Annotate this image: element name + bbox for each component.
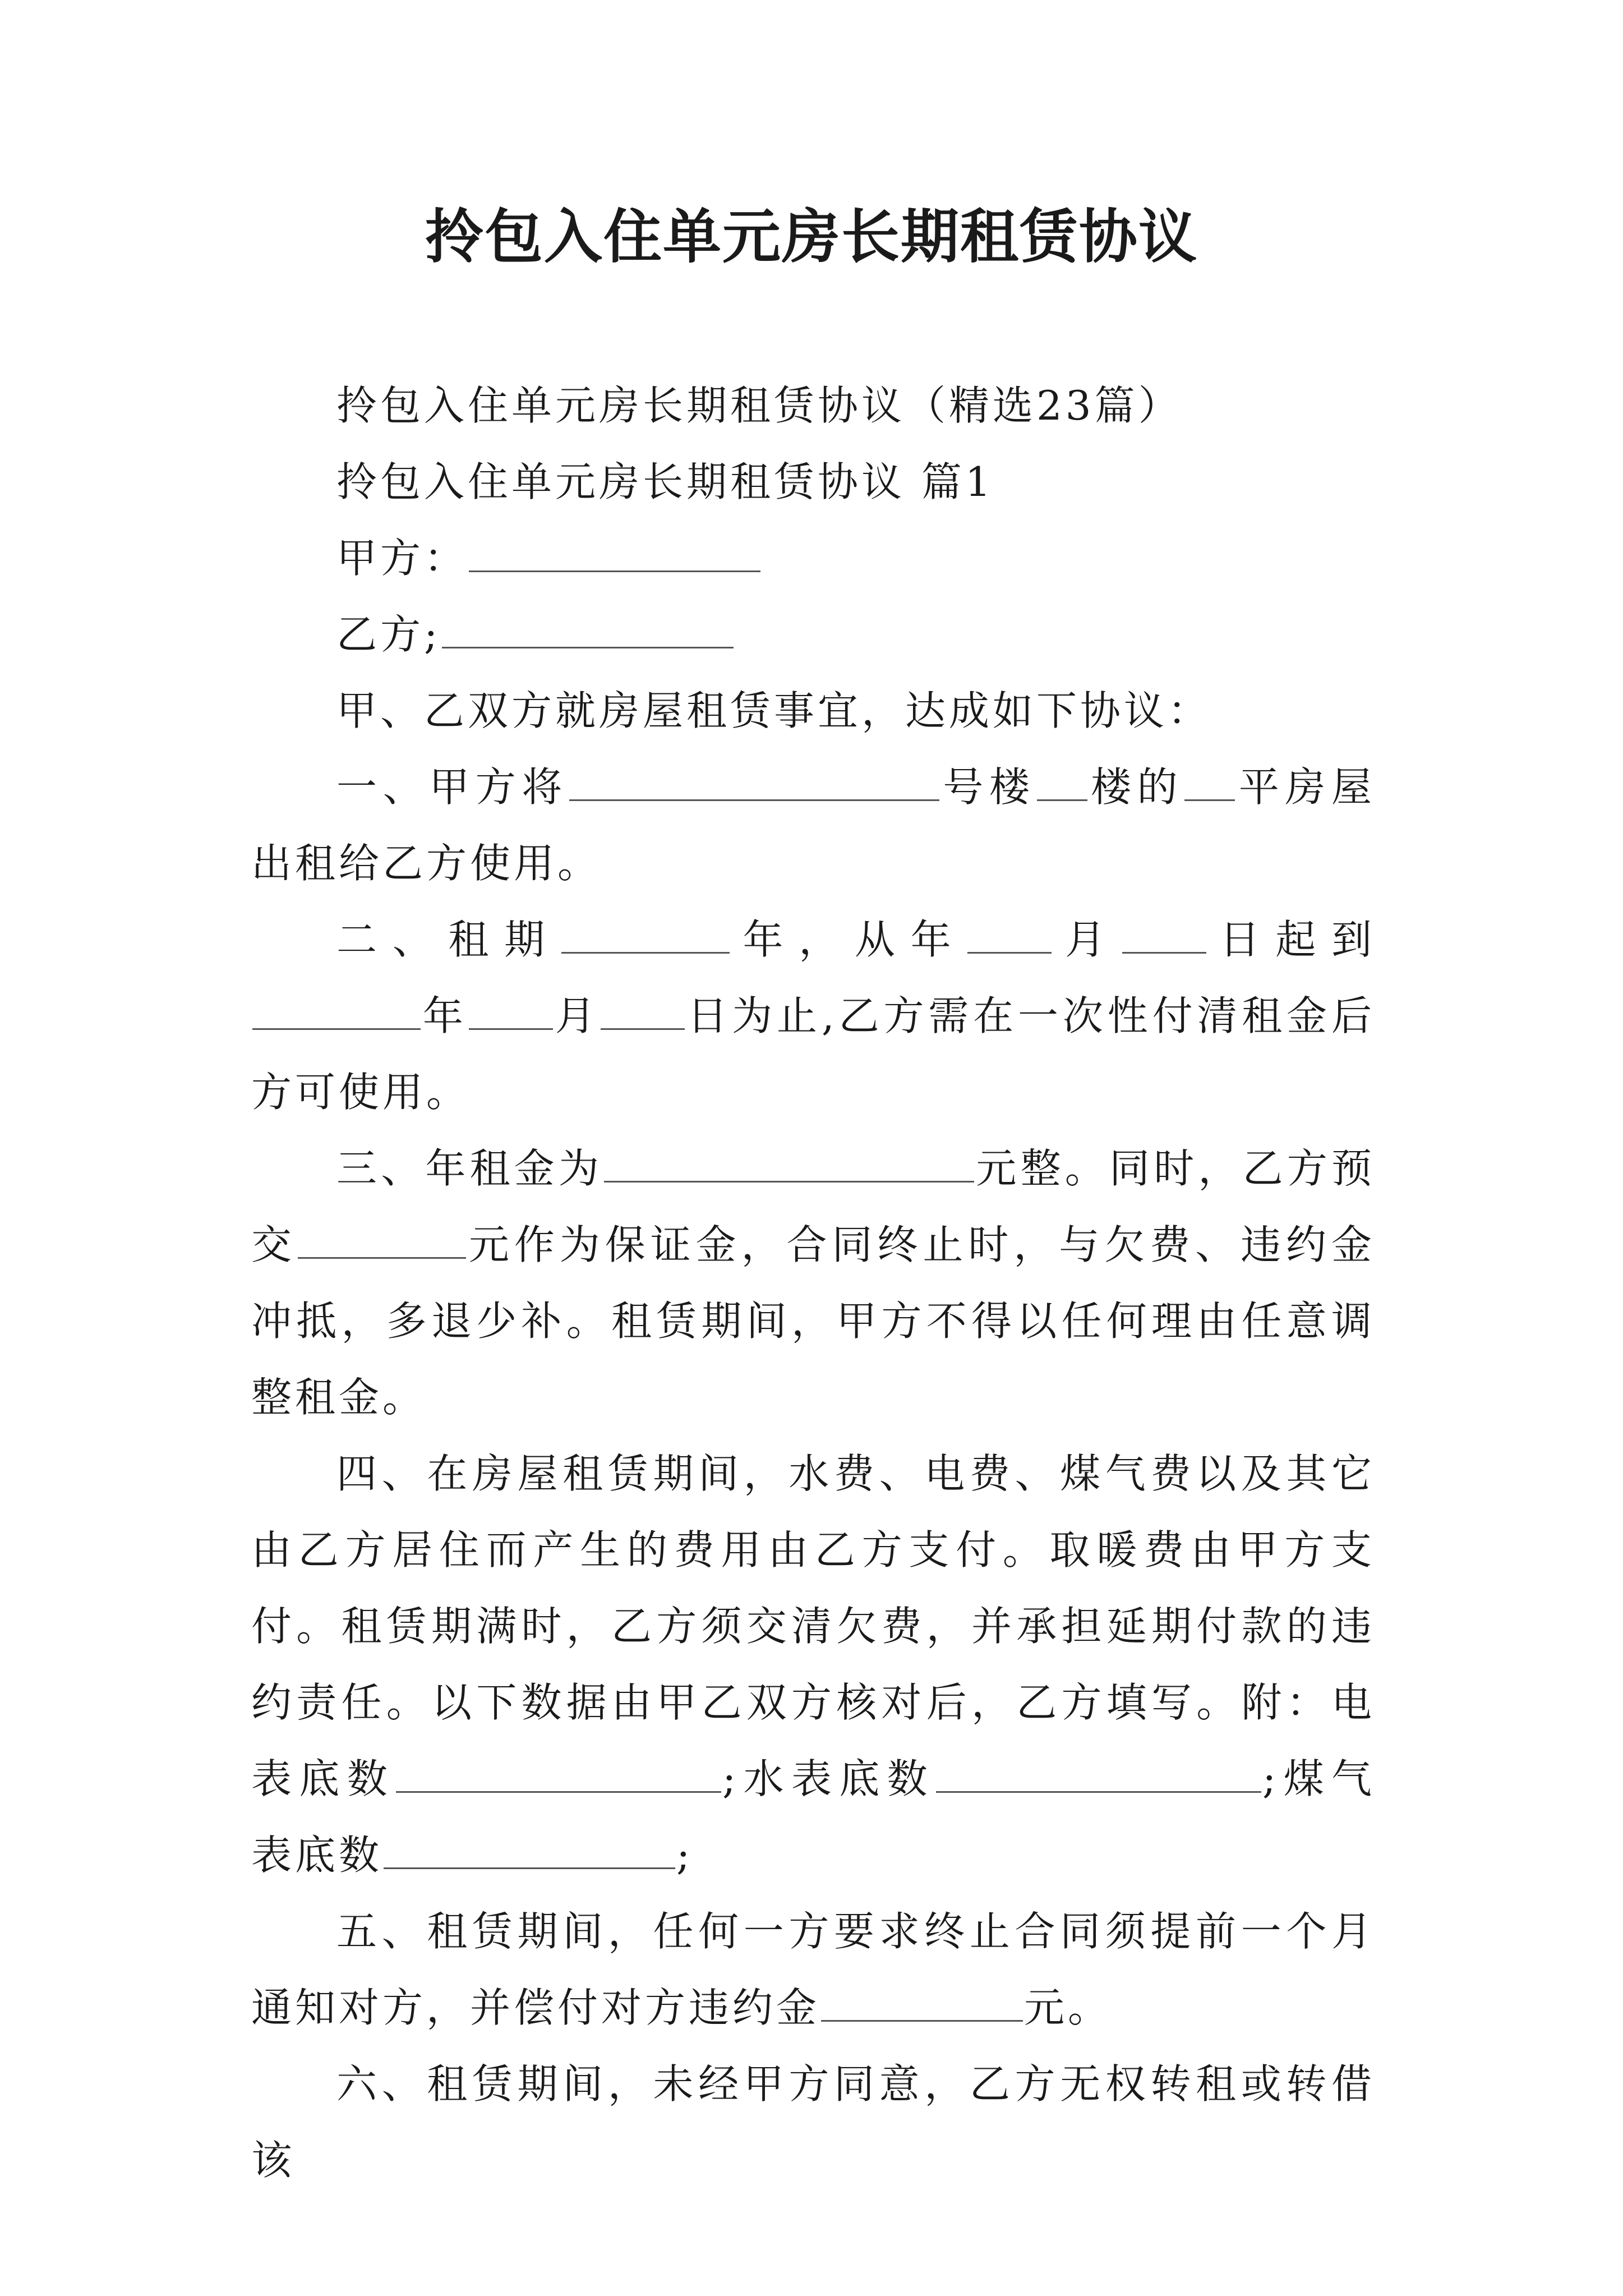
start-day-blank [1122,915,1206,954]
clause-6: 六、租赁期间，未经甲方同意，乙方无权转租或转借该 [251,2060,1375,2184]
clause-1: 一、甲方将 号楼 楼的 平房屋出租给乙方使用。 [251,763,1375,887]
floor-blank [1037,762,1087,801]
clause-4: 四、在房屋租赁期间，水费、电费、煤气费以及其它由乙方居住而产生的费用由乙方支付。取暖费由甲方支付。租赁期满时，乙方须交清欠费，并承担延期付款的违约责任。以下数据由甲乙双方核对后，乙方填写。附：电表底数 ;水表底数 ;煤气表底数 ; [251,1450,1375,1879]
end-day-blank [601,991,685,1030]
electric-meter-blank [396,1754,721,1793]
party-b-line: 乙方; [251,596,1375,673]
document-title: 拎包入住单元房长期租赁协议 [425,202,1198,271]
start-month-blank [967,915,1052,954]
end-year-blank [252,991,421,1030]
section-heading: 拎包入住单元房长期租赁协议 篇1 [336,458,994,505]
party-b-blank [442,610,734,648]
intro-paragraph: 甲、乙双方就房屋租赁事宜，达成如下协议： [336,687,1212,734]
clause-5: 五、租赁期间，任何一方要求终止合同须提前一个月通知对方，并偿付对方违约金 元。 [251,1908,1375,2031]
clause-2: 二、租期 年，从年 月 日起到年 月 日为止,乙方需在一次性付清租金后方可使用。 [251,916,1375,1116]
area-blank [1184,762,1235,801]
lease-years-blank [561,915,730,954]
penalty-blank [821,1983,1023,2022]
deposit-blank [298,1220,466,1259]
party-a-line: 甲方： [251,520,1375,596]
clause-3: 三、年租金为 元整。同时，乙方预交 元作为保证金，合同终止时，与欠费、违约金冲抵，多退少补。租赁期间，甲方不得以任何理由任意调整租金。 [251,1145,1375,1421]
subtitle: 拎包入住单元房长期租赁协议（精选23篇） [336,382,1182,429]
water-meter-blank [936,1754,1261,1793]
end-month-blank [469,991,553,1030]
gas-meter-blank [384,1830,675,1869]
annual-rent-blank [604,1144,974,1182]
party-a-blank [469,533,760,572]
building-number-blank [569,762,939,801]
document-body [251,367,1375,2198]
